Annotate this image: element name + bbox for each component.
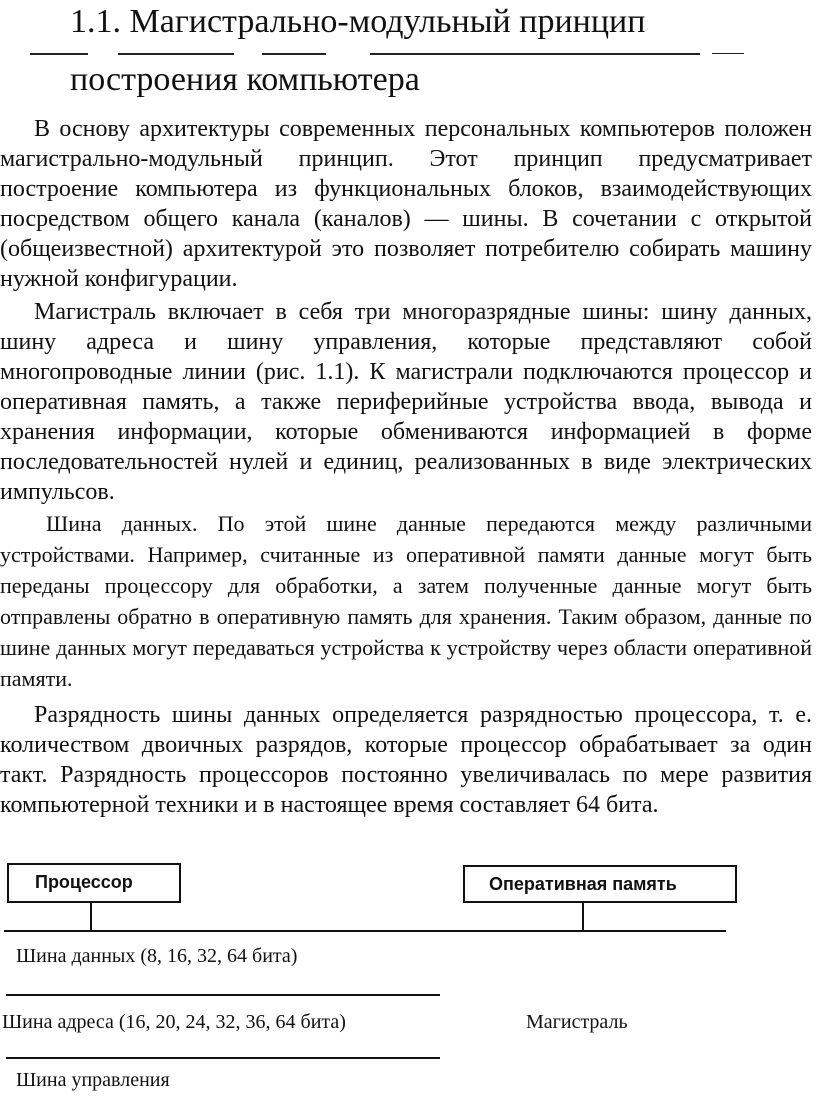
data-bus-line [4,930,726,932]
section-title-line-1: 1.1. Магистрально-модульный принцип [70,3,646,40]
title-underline [30,53,88,55]
address-bus-label: Шина адреса (16, 20, 24, 32, 36, 64 бита) [2,1011,346,1033]
title-underline [118,53,234,55]
data-bus-label: Шина данных (8, 16, 32, 64 бита) [16,945,298,967]
processor-connector [90,901,92,931]
section-title-line-2: построения компьютера [70,61,420,98]
memory-connector [582,901,584,931]
processor-label: Процессор [35,872,133,892]
memory-box [463,865,737,903]
paragraph-intro: В основу архитектуры современных персональных компьютеров положен магистрально-модульный принцип. Этот принцип предусматривает построение компьютера из функциональных блоков, взаимодействующих посредством общего канала (каналов) — шины. В сочетании с открытой (общеизвестной) архитектурой это позволяет потребителю собирать машину нужной конфигурации. [0,116,812,292]
memory-label: Оперативная память [489,874,677,894]
address-bus-line [6,994,440,996]
title-underline [370,53,700,55]
control-bus-label: Шина управления [16,1069,170,1091]
paragraph-bus-width: Разрядность шины данных определяется разрядностью процессора, т. е. количеством двоичных разрядов, которые процессор обрабатывает за один такт. Разрядность процессоров постоянно увеличивалась по мере развития компьютерной техники и в настоящее время составляет 64 бита. [0,702,812,818]
control-bus-line [6,1057,440,1059]
paragraph-backbone: Магистраль включает в себя три многоразрядные шины: шину данных, шину адреса и шину управления, которые представляют собой многопроводные линии (рис. 1.1). К магистрали подключаются процессор и оперативная память, а также периферийные устройства ввода, вывода и хранения информации, которые обмениваются информацией в форме последовательностей нулей и единиц, реализованных в виде электрических импульсов. [0,299,812,505]
title-underline [262,53,326,55]
title-underline [712,53,744,54]
processor-box [7,863,181,903]
backbone-label: Магистраль [526,1011,628,1033]
paragraph-data-bus: Шина данных. По этой шине данные передаются между различными устройствами. Например, считанные из оперативной памяти данные могут быть переданы процессору для обработки, а затем полученные данные могут быть отправлены обратно в оперативную память для хранения. Таким образом, данные по шине данных могут передаваться устройства к устройству через области оперативной памяти. [0,511,812,691]
